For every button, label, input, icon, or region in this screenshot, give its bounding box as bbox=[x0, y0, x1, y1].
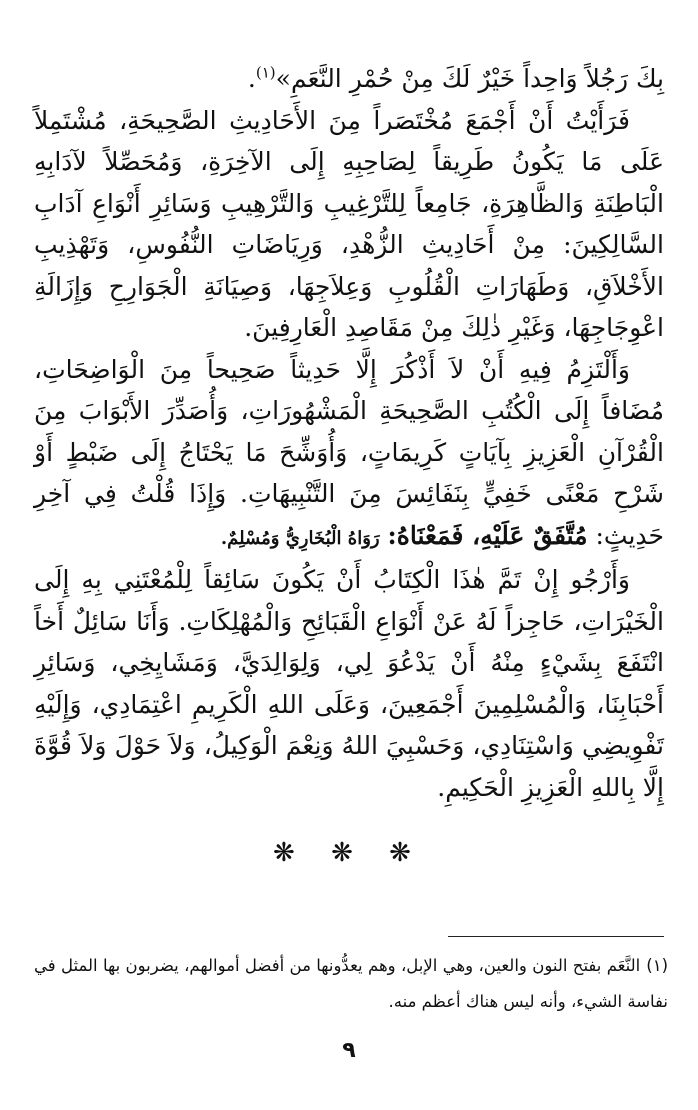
main-text bbox=[34, 58, 664, 808]
paragraph-3-text: وَأَلْتَزِمُ فِيهِ أَنْ لاَ أَذْكُرَ إِلَّا حَدِيثاً صَحِيحاً مِنَ الْوَاضِحَاتِ، مُضَافاً إِلَى الْكُتُبِ الصَّحِيحَةِ الْمَشْهُورَاتِ، وَأُصَدِّرَ الأَبْوَابَ مِنَ الْقُرْآنِ الْعَزِيزِ بِآيَاتٍ كَرِيمَاتٍ، وَأُوَشِّحَ مَا يَحْتَاجُ إِلَى ضَبْطٍ أَوْ شَرْحِ مَعْنًى خَفِيٍّ بِنَفَائِسَ مِنَ التَّنْبِيهَاتِ. وَإِذَا قُلْتُ فِي آخِرِ حَدِيثٍ: bbox=[34, 354, 664, 550]
footnote-number: (١) bbox=[646, 956, 668, 975]
paragraph-1 bbox=[34, 58, 664, 100]
muttafaq-definition: رَوَاهُ الْبُخَارِيُّ وَمُسْلِمٌ. bbox=[220, 527, 380, 549]
paragraph-4 bbox=[34, 559, 664, 808]
section-separator: ❋ ❋ ❋ bbox=[273, 838, 425, 868]
footnote-divider bbox=[448, 936, 664, 937]
paragraph-3 bbox=[34, 349, 664, 560]
footnote bbox=[34, 948, 668, 1020]
page-number: ٩ bbox=[342, 1038, 356, 1063]
paragraph-2-text: فَرَأَيْتُ أَنْ أَجْمَعَ مُخْتَصَراً مِنَ الأَحَادِيثِ الصَّحِيحَةِ، مُشْتَمِلاً عَلَى مَا يَكُونُ طَرِيقاً لِصَاحِبِهِ إِلَى الآخِرَةِ، وَمُحَصِّلاً لآدَابِهِ الْبَاطِنَةِ وَالظَّاهِرَةِ، جَامِعاً لِلتَّرْغِيبِ وَالتَّرْهِيبِ وَسَائِرِ أَنْوَاعِ آدَابِ السَّالِكِينَ: مِنْ أَحَادِيثِ الزُّهْدِ، وَرِيَاضَاتِ النُّفُوسِ، وَتَهْذِيبِ الأَخْلاَقِ، وَطَهَارَاتِ الْقُلُوبِ وَعِلاَجِهَا، وَصِيَانَةِ الْجَوَارِحِ وَإِزَالَةِ اعْوِجَاجِهَا، وَغَيْرِ ذٰلِكَ مِنْ مَقَاصِدِ الْعَارِفِينَ. bbox=[34, 105, 664, 342]
footnote-reference: (١) bbox=[255, 63, 276, 82]
paragraph-4-text: وَأَرْجُو إِنْ تَمَّ هٰذَا الْكِتَابُ أَنْ يَكُونَ سَائِقاً لِلْمُعْتَنِي بِهِ إِلَى الْخَيْرَاتِ، حَاجِزاً لَهُ عَنْ أَنْوَاعِ الْقَبَائِحِ وَالْمُهْلِكَاتِ. وَأَنَا سَائِلٌ أَخاً انْتَفَعَ بِشَيْءٍ مِنْهُ أَنْ يَدْعُوَ لِي، وَلِوَالِدَيَّ، وَمَشَايِخِي، وَسَائِرِ أَحْبَابِنَا، وَالْمُسْلِمِينَ أَجْمَعِينَ، وَعَلَى اللهِ الْكَرِيمِ اعْتِمَادِي، وَإِلَيْهِ تَفْوِيضِي وَاسْتِنَادِي، وَحَسْبِيَ اللهُ وَنِعْمَ الْوَكِيلُ، وَلاَ حَوْلَ وَلاَ قُوَّةَ إِلَّا بِاللهِ الْعَزِيزِ الْحَكِيمِ. bbox=[34, 565, 664, 802]
muttafaq-term: مُتَّفَقٌ عَلَيْهِ، فَمَعْنَاهُ: bbox=[387, 520, 588, 550]
paragraph-1-text: بِكَ رَجُلاً وَاحِداً خَيْرٌ لَكَ مِنْ حُمْرِ النَّعَمِ» bbox=[275, 64, 664, 93]
footnote-text: النَّعَم بفتح النون والعين، وهي الإبل، وهم يعدُّونها من أفضل أموالهم، يضربون بها المثل في نفاسة الشيء، وأنه ليس هناك أعظم منه. bbox=[34, 956, 668, 1011]
paragraph-1-tail: . bbox=[247, 64, 256, 93]
paragraph-2 bbox=[34, 100, 664, 349]
